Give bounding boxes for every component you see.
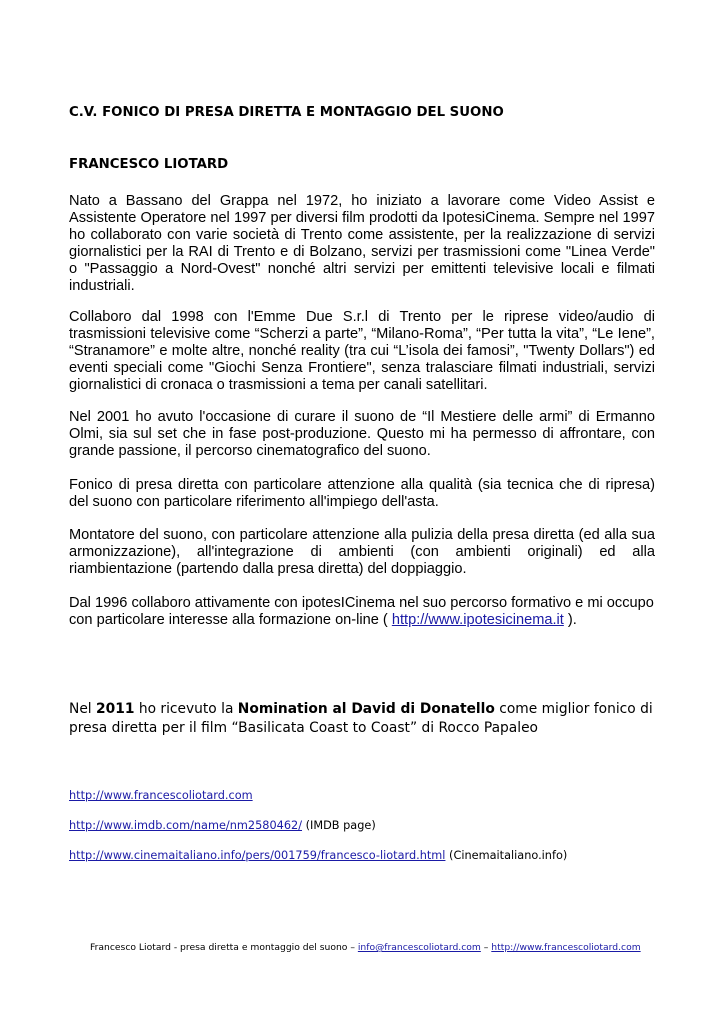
footer-separator: –	[480, 942, 492, 953]
page-footer	[90, 942, 641, 954]
paragraph-montatore: Montatore del suono, con particolare attenzione alla pulizia della presa diretta (ed alla sua armonizzazione), all'integrazione di ambienti (con ambienti originali) ed alla riambientazione (partendo dalla presa diretta) del doppiaggio.	[69, 527, 655, 577]
paragraph-ipotesicinema-end: ).	[563, 612, 577, 628]
footer-text: Francesco Liotard - presa diretta e montaggio del suono –	[90, 942, 358, 953]
nomination-paragraph	[69, 700, 669, 738]
nomination-text-1: Nel	[69, 701, 97, 717]
website-link[interactable]: http://www.francescoliotard.com	[69, 789, 253, 802]
reference-imdb	[69, 818, 376, 833]
imdb-note: (IMDB page)	[302, 819, 376, 832]
paragraph-biography: Nato a Bassano del Grappa nel 1972, ho iniziato a lavorare come Video Assist e Assistente Operatore nel 1997 per diversi film prodotti da IpotesiCinema. Sempre nel 1997 ho collaborato con varie società di Trento come assistente, per la realizzazione di servizi giornalistici per la RAI di Trento e di Bolzano, servizi per trasmissioni come "Linea Verde" o "Passaggio a Nord-Ovest" nonché altri servizi per emittenti televisive locali e filmati industriali.	[69, 193, 655, 294]
nomination-award: Nomination al David di Donatello	[237, 701, 495, 717]
nomination-year: 2011	[96, 701, 135, 717]
paragraph-mestiere-delle-armi: Nel 2001 ho avuto l'occasione di curare il suono de “Il Mestiere delle armi” di Ermanno Olmi, sia sul set che in fase post-produzione. Questo mi ha permesso di affrontare, con grande passione, il percorso cinematografico del suono.	[69, 409, 655, 459]
imdb-link[interactable]: http://www.imdb.com/name/nm2580462/	[69, 819, 303, 832]
author-name: FRANCESCO LIOTARD	[69, 157, 229, 172]
reference-cinemaitaliano	[69, 848, 567, 863]
ipotesicinema-link[interactable]: http://www.ipotesicinema.it	[391, 612, 564, 628]
reference-website	[69, 788, 253, 803]
cinemaitaliano-link[interactable]: http://www.cinemaitaliano.info/pers/001759/francesco-liotard.html	[69, 849, 446, 862]
footer-website-link[interactable]: http://www.francescoliotard.com	[491, 942, 641, 953]
nomination-text-3: come miglior fonico di presa diretta per il film “Basilicata Coast to Coast” di Rocco Papaleo	[69, 701, 653, 736]
cinemaitaliano-note: (Cinemaitaliano.info)	[445, 849, 568, 862]
footer-email-link[interactable]: info@francescoliotard.com	[357, 942, 481, 953]
paragraph-fonico: Fonico di presa diretta con particolare attenzione alla qualità (sia tecnica che di ripresa) del suono con particolare riferimento all'impiego dell'asta.	[69, 477, 655, 510]
nomination-text-2: ho ricevuto la	[134, 701, 238, 717]
paragraph-ipotesicinema-text: Dal 1996 collaboro attivamente con ipotesICinema nel suo percorso formativo e mi occupo con particolare interesse alla formazione on-line (	[69, 595, 654, 628]
document-title: C.V. FONICO DI PRESA DIRETTA E MONTAGGIO DEL SUONO	[69, 105, 504, 120]
paragraph-emme-due: Collaboro dal 1998 con l'Emme Due S.r.l di Trento per le riprese video/audio di trasmissioni televisive come “Scherzi a parte”, “Milano-Roma”, “Per tutta la vita”, “Le Iene”, “Stranamore” e molte altre, nonché reality (tra cui “L’isola dei famosi”, "Twenty Dollars") ed eventi speciali come "Giochi Senza Frontiere", senza tralasciare filmati industriali, servizi giornalistici di cronaca o trasmissioni a tema per canali satellitari.	[69, 309, 655, 393]
paragraph-ipotesicinema	[69, 595, 655, 629]
